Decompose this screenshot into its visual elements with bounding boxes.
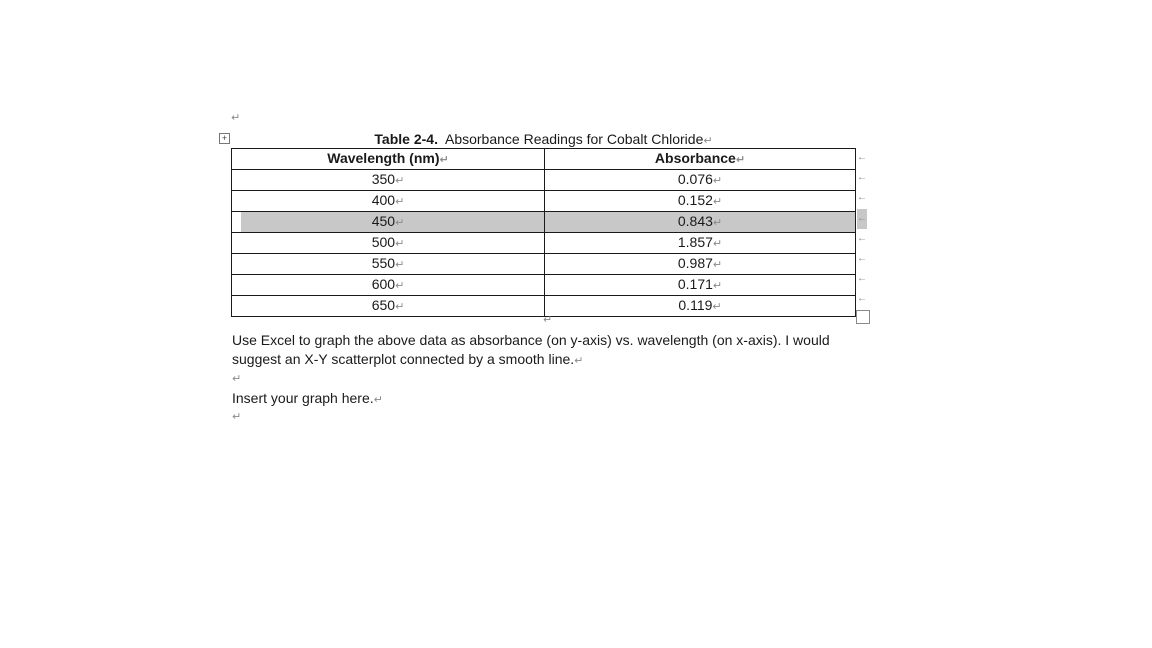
cell-wavelength[interactable]: 550↵ [232,254,545,275]
table-move-handle-icon[interactable]: + [219,133,230,144]
end-of-row-mark: ← [857,209,867,229]
paragraph-mark: ↵ [373,393,383,406]
table-resize-handle[interactable] [856,310,870,324]
paragraph-mark: ↵ [543,313,553,326]
table-row[interactable] [232,233,856,254]
instructions-paragraph[interactable] [232,331,862,370]
cell-absorbance[interactable]: 0.152↵ [545,191,856,212]
insert-graph-paragraph[interactable] [232,389,383,409]
table-row[interactable] [232,275,856,296]
cell-wavelength[interactable]: 450↵ [232,212,545,233]
header-absorbance[interactable]: Absorbance↵ [545,149,856,170]
end-of-row-mark: ← [857,172,867,184]
cell-wavelength[interactable]: 500↵ [232,233,545,254]
cell-absorbance[interactable]: 1.857↵ [545,233,856,254]
paragraph-mark: ↵ [703,134,713,147]
table-row[interactable] [232,170,856,191]
table-caption[interactable] [231,130,856,150]
caption-label: Table 2-4. [374,131,438,147]
instructions-text: Use Excel to graph the above data as absorbance (on y-axis) vs. wavelength (on x-axis). I would suggest an X-Y scatterplot connected by a smooth line. [232,332,830,367]
end-of-row-mark: ← [857,192,867,204]
table-row[interactable] [232,254,856,275]
paragraph-mark: ↵ [232,410,242,423]
cell-absorbance[interactable]: 0.171↵ [545,275,856,296]
caption-title: Absorbance Readings for Cobalt Chloride [444,131,704,147]
paragraph-mark: ↵ [574,354,584,367]
cell-absorbance[interactable]: 0.843↵ [545,212,856,233]
absorbance-table[interactable] [231,148,856,317]
cell-wavelength[interactable]: 400↵ [232,191,545,212]
paragraph-mark: ↵ [231,111,241,124]
end-of-row-mark: ← [857,252,867,264]
paragraph-mark: ↵ [232,372,242,385]
table-header-row[interactable] [232,149,856,170]
cell-wavelength[interactable]: 350↵ [232,170,545,191]
cell-absorbance[interactable]: 0.076↵ [545,170,856,191]
end-of-row-mark: ← [857,152,867,163]
header-wavelength[interactable]: Wavelength (nm)↵ [232,149,545,170]
end-of-row-mark: ← [857,232,867,244]
cell-absorbance[interactable]: 0.119↵ [545,296,856,317]
cell-wavelength[interactable]: 600↵ [232,275,545,296]
end-of-row-mark: ← [857,273,867,285]
end-of-row-mark: ← [857,293,867,305]
cell-absorbance[interactable]: 0.987↵ [545,254,856,275]
table-row-selected[interactable] [232,212,856,233]
end-of-row-marks [857,148,867,310]
table-row[interactable] [232,191,856,212]
insert-graph-text: Insert your graph here. [232,390,374,406]
cell-wavelength[interactable]: 650↵ [232,296,545,317]
